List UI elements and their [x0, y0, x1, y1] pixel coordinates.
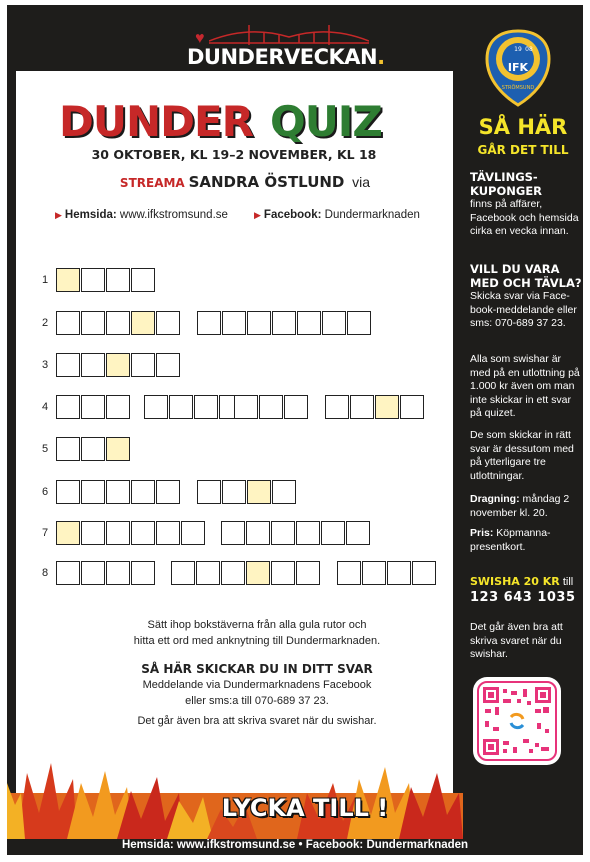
dunderveckan-logo	[187, 23, 387, 67]
letter-cell[interactable]	[197, 311, 221, 335]
assemble-line-2: hitta ett ord med anknytning till Dundermarknaden.	[133, 635, 381, 647]
letter-cell[interactable]	[106, 561, 130, 585]
letter-cell[interactable]	[194, 395, 218, 419]
letter-cell[interactable]	[131, 561, 155, 585]
letter-cell[interactable]	[81, 353, 105, 377]
footer: Hemsida: www.ifkstromsund.se • Facebook: Dundermarknaden	[121, 839, 469, 851]
letter-cell[interactable]	[81, 268, 105, 292]
svg-text:08: 08	[525, 46, 533, 53]
letter-cell[interactable]	[259, 395, 283, 419]
letter-cell[interactable]	[400, 395, 424, 419]
stream-via: via	[352, 174, 371, 190]
stream-word: STREAMA	[119, 176, 185, 190]
letter-cell[interactable]	[171, 561, 195, 585]
how-title: SÅ HÄR	[478, 115, 568, 139]
letter-cell[interactable]	[346, 521, 370, 545]
letter-cell[interactable]	[131, 521, 155, 545]
row-number: 4	[42, 401, 49, 413]
letter-cell[interactable]	[337, 561, 361, 585]
arrow-right-icon: ▶	[254, 210, 261, 220]
row-number: 3	[42, 359, 49, 371]
letter-cell-highlighted[interactable]	[56, 521, 80, 545]
letter-cell[interactable]	[222, 311, 246, 335]
letter-cell-highlighted[interactable]	[106, 437, 130, 461]
ifk-stromsund-logo	[485, 29, 551, 107]
letter-cell[interactable]	[197, 480, 221, 504]
heart-icon: ♥	[195, 30, 205, 47]
letter-cell[interactable]	[322, 311, 346, 335]
letter-cell[interactable]	[321, 521, 345, 545]
letter-cell[interactable]	[156, 521, 180, 545]
quiz-title-quiz: QUIZ	[270, 97, 382, 146]
svg-text:19: 19	[514, 46, 522, 53]
row-number: 5	[42, 443, 49, 455]
poster	[7, 5, 583, 855]
swish-line: SWISHA 20 KR till	[470, 575, 574, 588]
correct-answer-text: De som skickar in rätt svar är dessutom med på ytterligare tre utlottningar.	[470, 429, 574, 482]
letter-cell[interactable]	[347, 311, 371, 335]
letter-cell[interactable]	[362, 561, 386, 585]
stream-line	[75, 173, 415, 191]
letter-cell[interactable]	[196, 561, 220, 585]
bridge-icon	[209, 23, 369, 45]
quiz-title-dunder: DUNDER	[59, 97, 254, 146]
letter-cell[interactable]	[221, 521, 245, 545]
letter-cell[interactable]	[156, 480, 180, 504]
prize-info: Pris: Köpmanna-presentkort.	[470, 527, 551, 553]
letter-cell-highlighted[interactable]	[246, 561, 270, 585]
letter-cell[interactable]	[297, 311, 321, 335]
letter-cell[interactable]	[234, 395, 258, 419]
letter-cell[interactable]	[222, 480, 246, 504]
letter-cell-highlighted[interactable]	[375, 395, 399, 419]
letter-cell-highlighted[interactable]	[56, 268, 80, 292]
letter-cell[interactable]	[56, 353, 80, 377]
letter-cell[interactable]	[81, 521, 105, 545]
letter-cell[interactable]	[106, 480, 130, 504]
letter-cell[interactable]	[81, 561, 105, 585]
stream-artist: SANDRA ÖSTLUND	[188, 173, 345, 191]
letter-cell[interactable]	[156, 311, 180, 335]
letter-cell[interactable]	[81, 480, 105, 504]
letter-cell[interactable]	[81, 395, 105, 419]
send-line-3: Det går även bra att skriva svaret när du swishar.	[137, 715, 377, 727]
letter-cell[interactable]	[56, 480, 80, 504]
letter-cell[interactable]	[81, 311, 105, 335]
row-number: 8	[42, 567, 49, 579]
letter-cell[interactable]	[106, 268, 130, 292]
good-luck-text: LYCKA TILL !	[221, 794, 389, 822]
letter-cell[interactable]	[387, 561, 411, 585]
letter-cell-highlighted[interactable]	[131, 311, 155, 335]
letter-cell[interactable]	[169, 395, 193, 419]
brand-name: DUNDERVECKAN.	[187, 45, 385, 69]
arrow-right-icon: ▶	[55, 210, 62, 220]
send-line-1: Meddelande via Dundermarknadens Facebook	[142, 679, 372, 691]
send-heading: SÅ HÄR SKICKAR DU IN DITT SVAR	[141, 662, 373, 676]
letter-cell[interactable]	[221, 561, 245, 585]
send-line-2: eller sms:a till 070-689 37 23.	[185, 695, 329, 707]
row-number: 2	[42, 317, 49, 329]
row-number: 6	[42, 486, 49, 498]
letter-cell[interactable]	[56, 437, 80, 461]
letter-cell-highlighted[interactable]	[247, 480, 271, 504]
letter-cell[interactable]	[56, 561, 80, 585]
letter-cell[interactable]	[272, 311, 296, 335]
letter-cell[interactable]	[131, 268, 155, 292]
letter-cell[interactable]	[56, 395, 80, 419]
facebook-link[interactable]: ▶ Facebook: Dundermarknaden	[254, 209, 420, 221]
letter-cell[interactable]	[181, 521, 205, 545]
letter-cell[interactable]	[131, 480, 155, 504]
letter-cell[interactable]	[271, 521, 295, 545]
letter-cell[interactable]	[284, 395, 308, 419]
letter-cell[interactable]	[131, 353, 155, 377]
swish-number: 123 643 1035	[470, 590, 576, 605]
letter-cell[interactable]	[106, 521, 130, 545]
letter-cell[interactable]	[296, 561, 320, 585]
letter-cell[interactable]	[271, 561, 295, 585]
swish-lottery-text: Alla som swishar är med på en utlottning på 1.000 kr även om man inte skickar in ett svar på quizet.	[470, 353, 580, 419]
quiz-dates: 30 OKTOBER, KL 19–2 NOVEMBER, KL 18	[91, 147, 377, 162]
letter-cell[interactable]	[272, 480, 296, 504]
letter-cell[interactable]	[350, 395, 374, 419]
letter-cell[interactable]	[247, 311, 271, 335]
qr-code-icon	[483, 687, 551, 755]
letter-cell[interactable]	[56, 311, 80, 335]
letter-cell[interactable]	[246, 521, 270, 545]
quiz-title	[59, 97, 399, 145]
letter-cell[interactable]	[325, 395, 349, 419]
assemble-line-1: Sätt ihop bokstäverna från alla gula rutor och	[147, 619, 367, 631]
row-number: 7	[42, 527, 49, 539]
letter-cell[interactable]	[156, 353, 180, 377]
how-subtitle: GÅR DET TILL	[477, 143, 569, 157]
letter-cell[interactable]	[412, 561, 436, 585]
swish-note: Det går även bra att skriva svaret när du swishar.	[470, 621, 563, 660]
letter-cell[interactable]	[81, 437, 105, 461]
letter-cell[interactable]	[106, 311, 130, 335]
svg-text:STRÖMSUND: STRÖMSUND	[501, 85, 535, 91]
coupons-block: TÄVLINGS- KUPONGER finns på affärer, Facebook och hemsida cirka en vecka innan.	[470, 170, 579, 237]
draw-info: Dragning: måndag 2 november kl. 20.	[470, 493, 570, 519]
swish-qr-code[interactable]	[473, 677, 561, 765]
letter-cell-highlighted[interactable]	[106, 353, 130, 377]
svg-text:IFK: IFK	[507, 61, 529, 74]
join-block: VILL DU VARA MED OCH TÄVLA? Skicka svar via Face-book-meddelande eller sms: 070-689 37 23.	[470, 262, 582, 329]
website-link[interactable]: ▶ Hemsida: www.ifkstromsund.se	[55, 209, 228, 221]
letter-cell[interactable]	[106, 395, 130, 419]
letter-cell[interactable]	[296, 521, 320, 545]
letter-cell[interactable]	[144, 395, 168, 419]
row-number: 1	[42, 274, 49, 286]
